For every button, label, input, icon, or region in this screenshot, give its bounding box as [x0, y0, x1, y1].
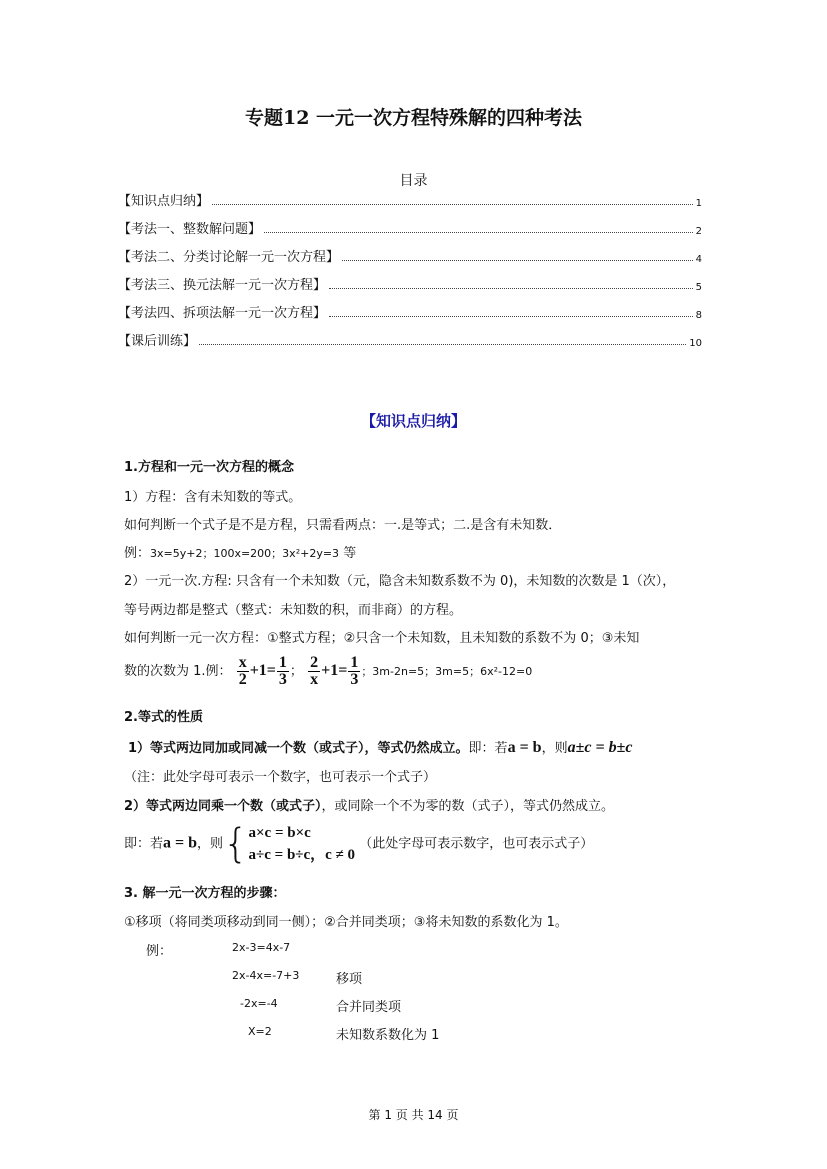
- step-equation: X=2: [248, 1025, 272, 1038]
- denominator: 3: [350, 671, 359, 688]
- text: 例：: [124, 546, 151, 561]
- step-equation: 2x-4x=-7+3: [232, 969, 300, 982]
- toc-page: 8: [695, 310, 702, 321]
- toc-leader: [329, 288, 693, 289]
- text: 等号两边都是整式（整式：未知数的积，而非商）的方程。: [124, 603, 463, 618]
- text: 1）方程：含有未知数的等式。: [124, 490, 302, 505]
- denominator: 3: [278, 671, 287, 688]
- numerator: 2: [310, 654, 319, 671]
- toc-label: 【考法三、换元法解一元一次方程】: [118, 278, 327, 293]
- toc-leader: [329, 316, 693, 317]
- toc-label: 【考法四、拆项法解一元一次方程】: [118, 306, 327, 321]
- toc-page: 1: [695, 198, 702, 209]
- text: ；: [289, 664, 303, 679]
- math: a±c = b±c: [567, 739, 633, 756]
- fraction: [277, 655, 289, 688]
- numerator: 1: [278, 654, 287, 671]
- toc-page: 4: [695, 254, 702, 265]
- text: ，则: [197, 836, 224, 852]
- toc-item[interactable]: [118, 246, 702, 265]
- toc-label: 【考法二、分类讨论解一元一次方程】: [118, 250, 340, 265]
- fraction: [348, 655, 360, 688]
- denominator: 2: [238, 671, 247, 688]
- numerator: 1: [350, 654, 359, 671]
- section-heading: 【知识点归纳】: [360, 412, 466, 430]
- toc-leader: [264, 232, 693, 233]
- text: （此处字母可表示数字，也可表示式子）: [359, 836, 594, 852]
- text: 即：若: [124, 836, 164, 852]
- math: a = b: [163, 834, 198, 852]
- text: 3x=5y+2；100x=200；3x²+2y=3: [150, 547, 340, 560]
- numerator: x: [238, 654, 247, 671]
- brace: {: [223, 821, 249, 867]
- toc-leader: [342, 260, 693, 261]
- step-note: 合并同类项: [336, 1000, 402, 1015]
- text: 如何判断一个式子是不是方程，只需看两点：一.是等式；二.是含有未知数．: [124, 518, 562, 533]
- text: [124, 822, 593, 866]
- step-note: 移项: [336, 972, 363, 987]
- text: 1）等式两边同加或同减一个数（或式子），等式仍然成立。: [128, 741, 469, 756]
- text: 2）等式两边同乘一个数（或式子）: [124, 799, 322, 814]
- text: ①移项（将同类项移动到同一侧）；②合并同类项；③将未知数的系数化为 1。: [124, 915, 568, 930]
- math: a×c = b×c: [248, 825, 311, 841]
- fraction: [308, 655, 320, 688]
- toc-item[interactable]: [118, 274, 702, 293]
- toc-label: 【考法一、整数解问题】: [118, 222, 262, 237]
- page-footer: 第 1 页 共 14 页: [368, 1108, 459, 1122]
- fraction: [237, 655, 249, 688]
- toc-label: 【知识点归纳】: [118, 194, 210, 209]
- text: [124, 795, 614, 814]
- math: a÷c = b÷c，c ≠ 0: [248, 847, 356, 863]
- text: 数的次数为 1.例：: [124, 664, 232, 679]
- math: a = b: [507, 739, 542, 756]
- text: 等: [343, 546, 357, 561]
- text: [128, 737, 632, 757]
- example-line: [124, 655, 532, 688]
- equation-system: [249, 822, 356, 866]
- text: 即：若: [468, 741, 508, 756]
- toc-page: 10: [689, 338, 702, 349]
- heading-2: 2.等式的性质: [124, 710, 203, 725]
- text: 如何判断一元一次方程：①整式方程；②只含一个未知数，且未知数的系数不为 0；③未知: [124, 631, 640, 646]
- denominator: x: [310, 671, 319, 688]
- toc-page: 2: [695, 226, 702, 237]
- heading-3: 3. 解一元一次方程的步骤：: [124, 886, 286, 901]
- toc-item[interactable]: [118, 330, 702, 349]
- text: ；3m-2n=5；3m=5；6x²-12=0: [361, 665, 533, 678]
- toc-leader: [199, 344, 686, 345]
- toc-leader: [212, 204, 693, 205]
- text: +1=: [321, 662, 348, 679]
- step-note: 未知数系数化为 1: [336, 1028, 440, 1043]
- text: 例：: [146, 944, 173, 959]
- toc-page: 5: [695, 282, 702, 293]
- toc-item[interactable]: [118, 218, 702, 237]
- toc-label: 【课后训练】: [118, 334, 197, 349]
- toc-item[interactable]: [118, 302, 702, 321]
- heading-1: 1.方程和一元一次方程的概念: [124, 460, 294, 475]
- step-equation: 2x-3=4x-7: [232, 941, 291, 954]
- text: 2）一元一次.方程: 只含有一个未知数（元，隐含未知数系数不为 0)，未知数的次数是 1（次），: [124, 574, 676, 589]
- step-equation: -2x=-4: [240, 997, 278, 1010]
- page-title: 专题12 一元一次方程特殊解的四种考法: [244, 107, 583, 129]
- text: （注：此处字母可表示一个数字，也可表示一个式子）: [124, 770, 437, 785]
- text: [124, 542, 356, 561]
- text: ，则: [541, 741, 568, 756]
- text: +1=: [249, 662, 276, 679]
- text: ，或同除一个不为零的数（式子），等式仍然成立。: [321, 799, 615, 814]
- toc-heading: 目录: [399, 173, 428, 189]
- toc-item[interactable]: [118, 190, 702, 209]
